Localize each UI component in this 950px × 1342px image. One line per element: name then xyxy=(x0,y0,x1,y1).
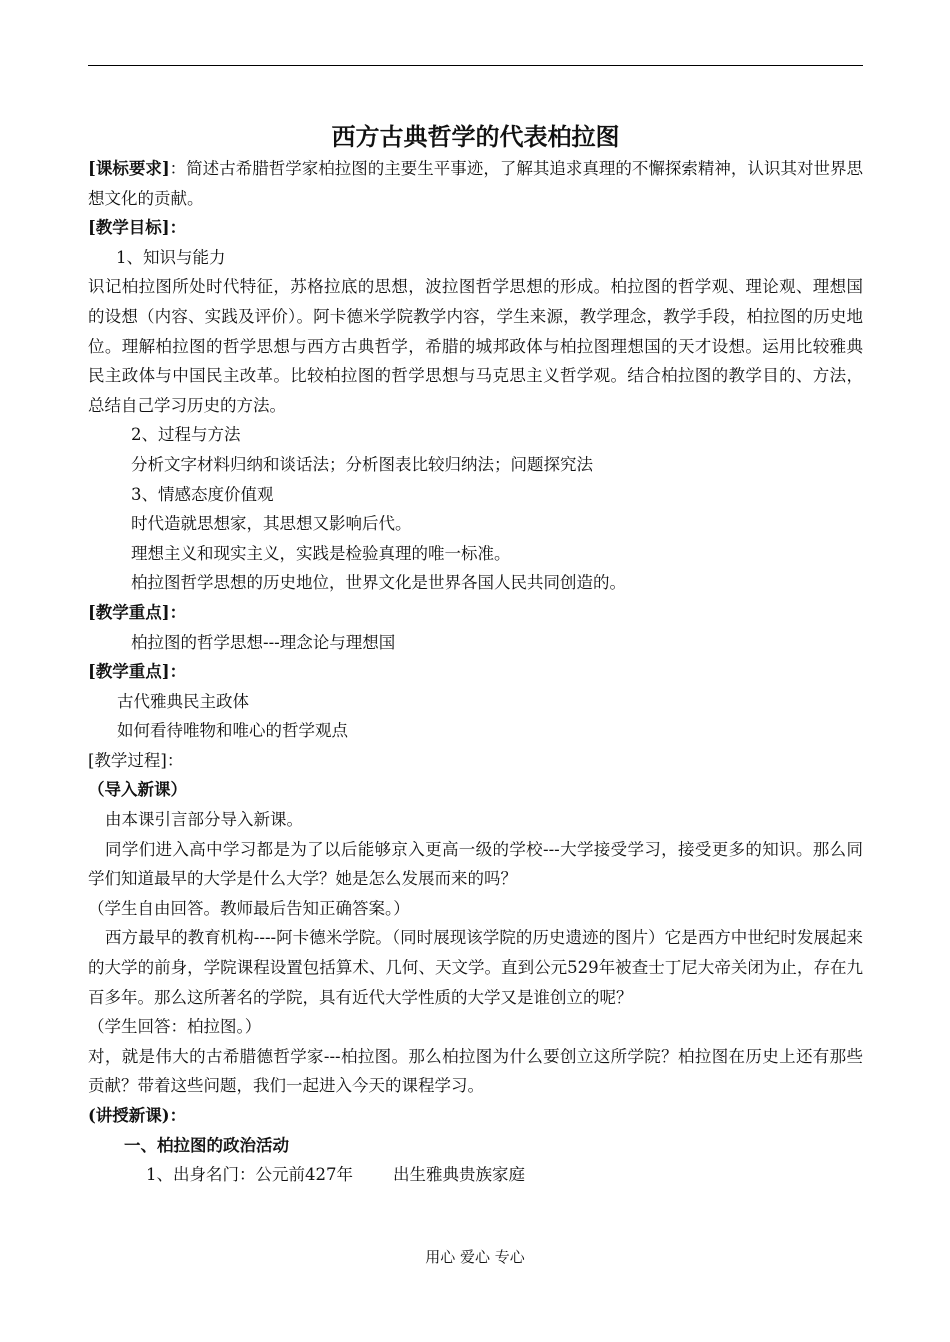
requirement-label: [课标要求] xyxy=(88,159,170,178)
goal-attitude-line: 柏拉图哲学思想的历史地位，世界文化是世界各国人民共同创造的。 xyxy=(131,573,626,593)
goal-process-heading: 2、过程与方法 xyxy=(131,425,241,445)
page-footer: 用心 爱心 专心 xyxy=(425,1248,525,1266)
section-item-part: 出生雅典贵族家庭 xyxy=(393,1165,525,1185)
key-point-line: 如何看待唯物和唯心的哲学观点 xyxy=(117,721,348,741)
intro-paragraph: 对，就是伟大的古希腊德哲学家---柏拉图。那么柏拉图为什么要创立这所学院？柏拉图在历史上还有那些贡献？带着这些问题，我们一起进入今天的课程学习。 xyxy=(88,1046,863,1096)
goal-knowledge-heading: 1、知识与能力 xyxy=(116,247,226,267)
section-item-part: 1、出身名门：公元前427年 xyxy=(146,1165,353,1185)
goal-attitude-heading: 3、情感态度价值观 xyxy=(131,484,274,504)
lecture-heading: (讲授新课)： xyxy=(88,1106,187,1125)
page-title: 西方古典哲学的代表柏拉图 xyxy=(331,122,620,151)
section-item xyxy=(88,1160,863,1190)
document-body xyxy=(88,120,863,1190)
key-point-heading-2: [教学重点]： xyxy=(88,662,187,682)
requirement-text: ：简述古希腊哲学家柏拉图的主要生平事迹，了解其追求真理的不懈探索精神，认识其对世界思想文化的贡献。 xyxy=(88,159,863,208)
section-heading: 一、柏拉图的政治活动 xyxy=(124,1135,289,1155)
key-point-heading: [教学重点]： xyxy=(88,602,187,622)
intro-note: （学生自由回答。教师最后告知正确答案。） xyxy=(88,898,410,918)
intro-line: 由本课引言部分导入新课。 xyxy=(105,810,303,830)
header-rule xyxy=(88,65,863,66)
key-point-line: 古代雅典民主政体 xyxy=(117,691,249,711)
process-heading: [教学过程]： xyxy=(88,750,184,770)
goal-attitude-line: 时代造就思想家，其思想又影响后代。 xyxy=(131,514,412,534)
standard-requirement xyxy=(88,154,863,213)
key-point-text: 柏拉图的哲学思想---理念论与理想国 xyxy=(131,632,396,652)
intro-paragraph: 同学们进入高中学习都是为了以后能够京入更高一级的学校---大学接受学习，接受更多的知识。那么同学们知道最早的大学是什么大学？她是怎么发展而来的吗？ xyxy=(88,839,863,889)
intro-note: （学生回答：柏拉图。） xyxy=(88,1017,262,1037)
goal-knowledge-text: 识记柏拉图所处时代特征，苏格拉底的思想，波拉图哲学思想的形成。柏拉图的哲学观、理论观、理想国的设想（内容、实践及评价）。阿卡德米学院教学内容，学生来源，教学理念，教学手段，柏拉图的历史地位。理解柏拉图的哲学思想与西方古典哲学，希腊的城邦政体与柏拉图理想国的天才设想。运用比较雅典民主政体与中国民主改革。比较柏拉图的哲学思想与马克思主义哲学观。结合柏拉图的教学目的、方法，总结自己学习历史的方法。 xyxy=(88,277,863,415)
intro-paragraph: 西方最早的教育机构----阿卡德米学院。（同时展现该学院的历史遗迹的图片）它是西方中世纪时发展起来的大学的前身，学院课程设置包括算术、几何、天文学。直到公元529年被查士丁尼大帝关闭为止，存在九百多年。那么这所著名的学院，具有近代大学性质的大学又是谁创立的呢？ xyxy=(88,928,863,1007)
goal-process-text: 分析文字材料归纳和谈话法；分析图表比较归纳法；问题探究法 xyxy=(131,454,593,474)
intro-heading: （导入新课） xyxy=(88,780,187,800)
goal-attitude-line: 理想主义和现实主义，实践是检验真理的唯一标准。 xyxy=(131,543,511,563)
goal-heading: [教学目标]： xyxy=(88,218,187,238)
